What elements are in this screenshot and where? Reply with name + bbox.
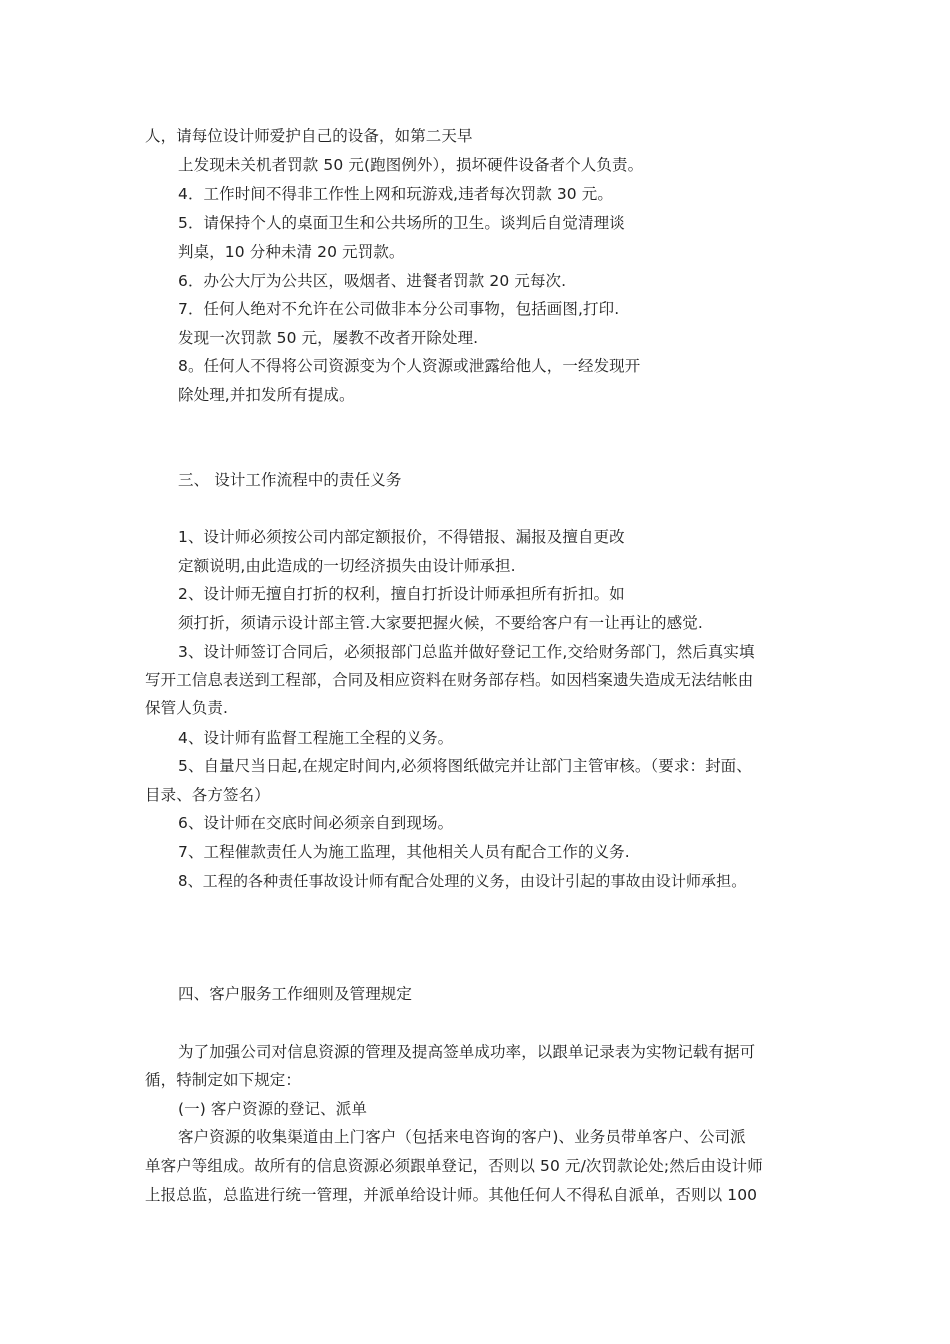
text-line: 发现一次罚款 50 元，屡教不改者开除处理. xyxy=(178,329,479,347)
list-item: 7．任何人绝对不允许在公司做非本分公司事物，包括画图,打印. xyxy=(178,300,620,318)
paragraph-line: 循，特制定如下规定： xyxy=(145,1071,302,1089)
section-heading: 三、 设计工作流程中的责任义务 xyxy=(178,471,402,489)
paragraph-line: 单客户等组成。故所有的信息资源必须跟单登记，否则以 50 元/次罚款论处;然后由设计师 xyxy=(145,1157,763,1175)
list-item: 4、设计师有监督工程施工全程的义务。 xyxy=(178,729,454,747)
text-line: 须打折，须请示设计部主管.大家要把握火候，不要给客户有一让再让的感觉. xyxy=(178,614,703,632)
text-line: 判桌，10 分种未清 20 元罚款。 xyxy=(178,243,405,261)
paragraph-line: 上报总监，总监进行统一管理，并派单给设计师。其他任何人不得私自派单，否则以 100 xyxy=(145,1186,758,1204)
text-line: 目录、各方签名） xyxy=(145,786,270,804)
paragraph-line: 客户资源的收集渠道由上门客户（包括来电咨询的客户)、业务员带单客户、公司派 xyxy=(178,1128,746,1146)
list-item: 8、工程的各种责任事故设计师有配合处理的义务，由设计引起的事故由设计师承担。 xyxy=(178,872,747,890)
list-item: 3、设计师签订合同后，必须报部门总监并做好登记工作,交给财务部门，然后真实填 xyxy=(178,643,755,661)
subsection-heading: (一) 客户资源的登记、派单 xyxy=(178,1100,367,1118)
list-item: 5、自量尺当日起,在规定时间内,必须将图纸做完并让部门主管审核。（要求：封面、 xyxy=(178,757,752,775)
text-line: 保管人负责. xyxy=(145,699,229,717)
list-item: 4．工作时间不得非工作性上网和玩游戏,违者每次罚款 30 元。 xyxy=(178,185,613,203)
list-item: 1、设计师必须按公司内部定额报价，不得错报、漏报及擅自更改 xyxy=(178,528,625,546)
list-item: 5．请保持个人的桌面卫生和公共场所的卫生。谈判后自觉清理谈 xyxy=(178,214,625,232)
list-item: 6．办公大厅为公共区，吸烟者、进餐者罚款 20 元每次. xyxy=(178,272,567,290)
list-item: 7、工程催款责任人为施工监理，其他相关人员有配合工作的义务. xyxy=(178,843,630,861)
text-line: 人，请每位设计师爱护自己的设备，如第二天早 xyxy=(145,127,473,145)
text-line: 上发现未关机者罚款 50 元(跑图例外），损坏硬件设备者个人负责。 xyxy=(178,156,644,174)
text-line: 定额说明,由此造成的一切经济损失由设计师承担. xyxy=(178,557,516,575)
list-item: 2、设计师无擅自打折的权利，擅自打折设计师承担所有折扣。如 xyxy=(178,585,625,603)
section-heading: 四、客户服务工作细则及管理规定 xyxy=(178,985,413,1003)
paragraph-line: 为了加强公司对信息资源的管理及提高签单成功率，以跟单记录表为实物记载有据可 xyxy=(178,1043,756,1061)
list-item: 6、设计师在交底时间必须亲自到现场。 xyxy=(178,814,454,832)
text-line: 除处理,并扣发所有提成。 xyxy=(178,386,355,404)
list-item: 8。任何人不得将公司资源变为个人资源或泄露给他人，一经发现开 xyxy=(178,357,641,375)
text-line: 写开工信息表送到工程部，合同及相应资料在财务部存档。如因档案遗失造成无法结帐由 xyxy=(145,671,754,689)
